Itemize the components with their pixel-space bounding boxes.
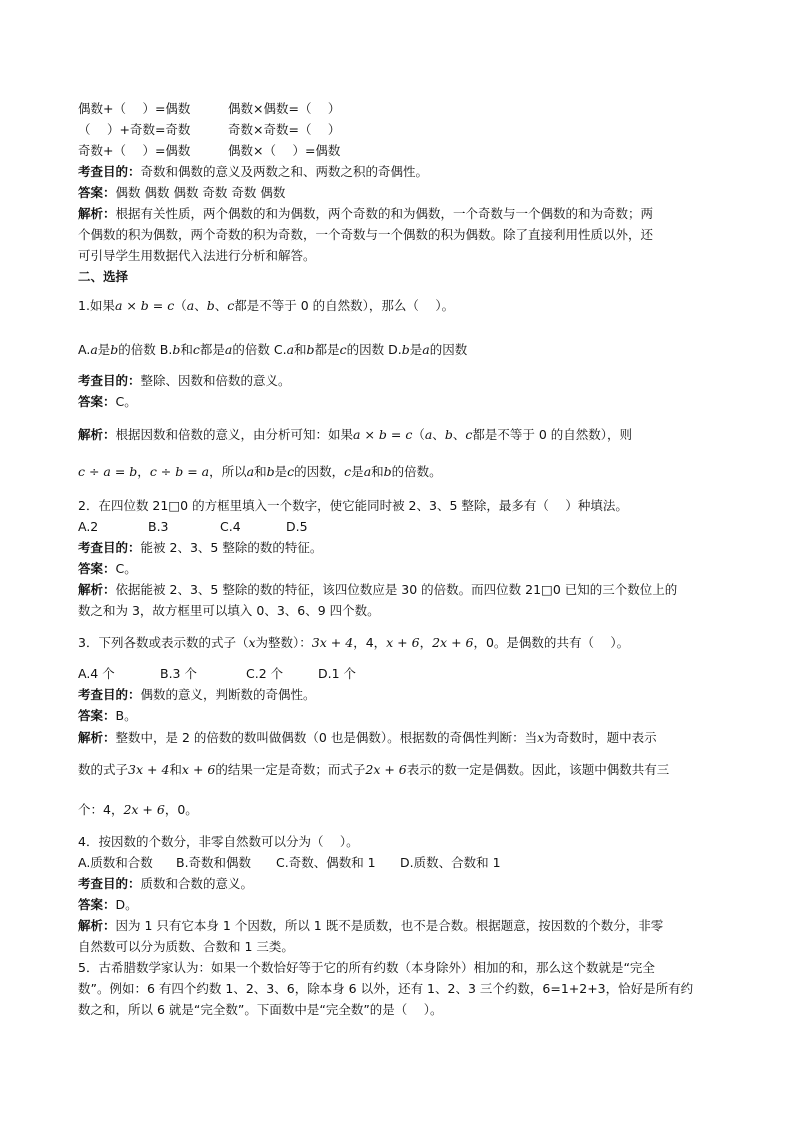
q3-goal: 考查目的：偶数的意义，判断数的奇偶性。 [78,687,316,702]
fill-item: 偶数×偶数=（ ） [228,101,341,116]
option-d[interactable]: D.b是a的因数 [388,342,468,357]
option-c[interactable]: C.奇数、偶数和 1 [276,855,376,870]
q3-explanation-2: 数的式子3x + 4和x + 6的结果一定是奇数；而式子2x + 6表示的数一定是偶数。因此，该题中偶数共有三 [78,762,670,777]
option-d[interactable]: D.1 个 [318,666,357,681]
q2-explanation-1: 解析：依据能被 2、3、5 整除的数的特征，该四位数应是 30 的倍数。而四位数 21□0 已知的三个数位上的 [78,582,678,597]
option-a[interactable]: A.2 [78,519,99,534]
q3-explanation-3: 个：4，2x + 6，0。 [78,802,198,817]
option-a[interactable]: A.质数和合数 [78,855,153,870]
option-a[interactable]: A.a是b的倍数 [78,342,156,357]
q2-explanation-2: 数之和为 3，故方框里可以填入 0、3、6、9 四个数。 [78,603,380,618]
q3-answer: 答案：B。 [78,708,137,723]
fill-item: 奇数×奇数=（ ） [228,122,341,137]
q4-explanation-1: 解析：因为 1 只有它本身 1 个因数，所以 1 既不是质数，也不是合数。根据题意，按因数的个数分，非零 [78,918,664,933]
option-d[interactable]: D.质数、合数和 1 [400,855,501,870]
q2-goal: 考查目的：能被 2、3、5 整除的数的特征。 [78,540,323,555]
fill-answer: 答案：偶数 偶数 偶数 奇数 奇数 偶数 [78,185,286,200]
q3-stem: 3．下列各数或表示数的式子（x为整数）：3x + 4，4，x + 6，2x + 6，0。是偶数的共有（ ）。 [78,635,630,650]
fill-item: 奇数+（ ）=偶数 [78,143,191,158]
q4-goal: 考查目的：质数和合数的意义。 [78,876,254,891]
q1-explanation-2: c ÷ a = b，c ÷ b = a，所以a和b是c的因数，c是a和b的倍数。 [78,464,442,479]
fill-goal: 考查目的：奇数和偶数的意义及两数之和、两数之积的奇偶性。 [78,164,429,179]
fill-item: 偶数+（ ）=偶数 [78,101,191,116]
q5-stem-2: 数”。例如：6 有四个约数 1、2、3、6，除本身 6 以外，还有 1、2、3 三个约数，6=1+2+3，恰好是所有约 [78,981,694,996]
option-b[interactable]: B.3 个 [160,666,197,681]
q4-stem: 4．按因数的个数分，非零自然数可以分为（ ）。 [78,834,359,849]
q1-answer: 答案：C。 [78,394,137,409]
q2-options [78,517,728,536]
q2-stem: 2．在四位数 21□0 的方框里填入一个数字，使它能同时被 2、3、5 整除，最多有（ ）种填法。 [78,498,628,513]
fill-explanation-3: 可引导学生用数据代入法进行分析和解答。 [78,248,316,263]
q1-options [78,340,728,359]
option-a[interactable]: A.4 个 [78,666,115,681]
q4-options [78,853,728,872]
fill-row-3 [78,141,728,160]
option-c[interactable]: C.2 个 [246,666,284,681]
fill-explanation-1: 解析：根据有关性质，两个偶数的和为偶数，两个奇数的和为偶数，一个奇数与一个偶数的和为奇数；两 [78,206,654,221]
option-c[interactable]: C.4 [220,519,241,534]
option-b[interactable]: B.奇数和偶数 [176,855,252,870]
q2-answer: 答案：C。 [78,561,137,576]
q1-goal: 考查目的：整除、因数和倍数的意义。 [78,373,291,388]
q5-stem-3: 数之和，所以 6 就是“完全数”。下面数中是“完全数”的是（ ）。 [78,1002,443,1017]
section-heading: 二、选择 [78,269,129,284]
fill-row-1 [78,99,728,118]
option-b[interactable]: B.b和c都是a的倍数 [159,342,270,357]
q4-explanation-2: 自然数可以分为质数、合数和 1 三类。 [78,939,294,954]
fill-item: （ ）+奇数=奇数 [78,122,191,137]
option-c[interactable]: C.a和b都是c的因数 [273,342,385,357]
option-d[interactable]: D.5 [286,519,308,534]
q1-explanation-1: 解析：根据因数和倍数的意义，由分析可知：如果a × b = c（a、b、c都是不等于 0 的自然数），则 [78,427,633,442]
fill-explanation-2: 个偶数的积为偶数，两个奇数的积为奇数，一个奇数与一个偶数的积为偶数。除了直接利用性质以外，还 [78,227,654,242]
q5-stem-1: 5．古希腊数学家认为：如果一个数恰好等于它的所有约数（本身除外）相加的和，那么这个数就是“完全 [78,960,655,975]
fill-row-2 [78,120,728,139]
fill-item: 偶数×（ ）=偶数 [228,143,341,158]
q3-explanation-1: 解析：整数中，是 2 的倍数的数叫做偶数（0 也是偶数）。根据数的奇偶性判断：当x为奇数时，题中表示 [78,730,657,745]
option-b[interactable]: B.3 [148,519,169,534]
q1-stem: 1.如果a × b = c（a、b、c都是不等于 0 的自然数），那么（ ）。 [78,298,455,313]
q3-options [78,664,728,683]
q4-answer: 答案：D。 [78,897,138,912]
